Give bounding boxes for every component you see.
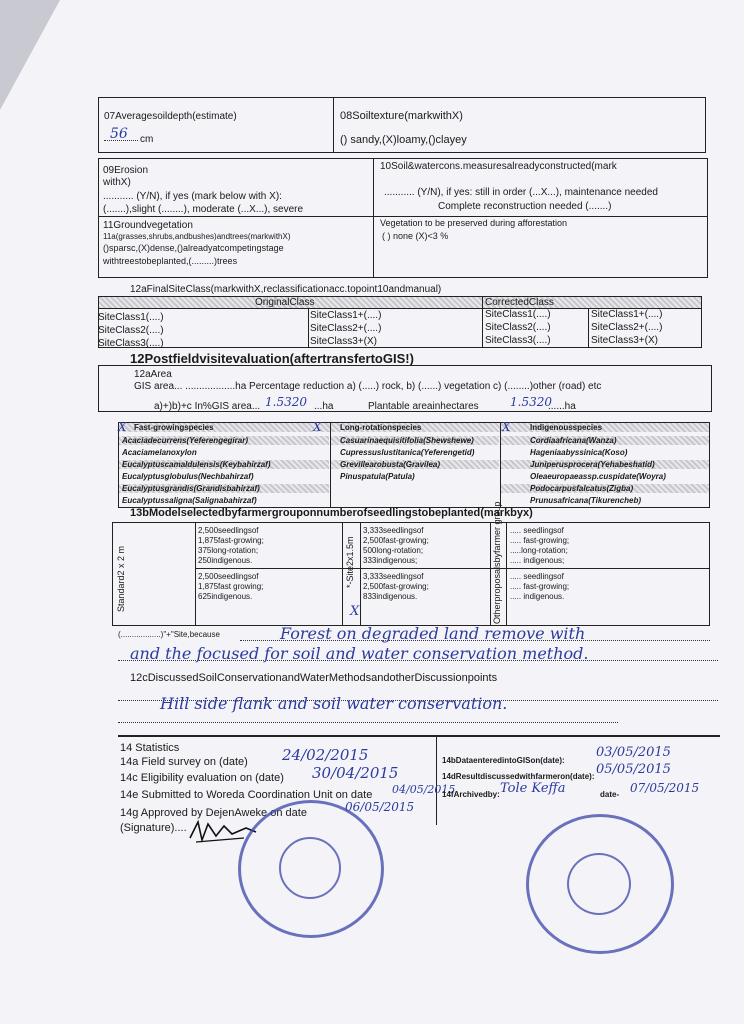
erosion-label: 09Erosion	[103, 165, 149, 176]
species-item: Eucalyptussaligna(Salignabahirzaf)	[122, 496, 257, 505]
species-item: Eucalyptuscamaldulensis(Keybahirzaf)	[122, 460, 271, 469]
model-cell-line: 1,875fast growing;	[198, 582, 264, 591]
soil-water-cons-line-2: Complete reconstruction needed (.......)	[438, 201, 612, 212]
erosion-line-1: ........... (Y/N), if yes (mark below with X):	[103, 191, 282, 202]
model-cell-line: 2,500fast-growing;	[363, 582, 429, 591]
standard-label: Standard2 x 2 m	[116, 545, 126, 612]
soil-depth-unit: cm	[140, 134, 154, 145]
model-cell-line: ..... fast-growing;	[510, 536, 570, 545]
species-item: Acaciadecurrens(Yeferengegirar)	[122, 436, 248, 445]
model-cell-line: ..... fast-growing;	[510, 582, 570, 591]
species-item: Oleaeuropaeassp.cuspidate(Woyra)	[530, 472, 666, 481]
model-cell-line: 3,333seedlingsof	[363, 572, 424, 581]
soil-water-cons-label: 10Soil&watercons.measuresalreadyconstructed(mark	[380, 161, 617, 172]
gis-entered-date: 03/05/2015	[596, 745, 671, 760]
site-class-cell: SiteClass3+(X)	[310, 336, 377, 347]
eligibility-label: 14c Eligibility evaluation on (date)	[120, 772, 284, 784]
species-item: Eucalyptusglobulus(Nechbahirzaf)	[122, 472, 254, 481]
result-discussed-date: 05/05/2015	[596, 762, 671, 777]
model-cell-line: 833indigenous.	[363, 592, 418, 601]
area-label: 12aArea	[134, 369, 172, 380]
site-because-handwriting: Forest on degraded land remove with	[280, 624, 586, 643]
archived-date: 07/05/2015	[630, 781, 700, 795]
plantable-area-label: Plantable areainhectares	[368, 401, 479, 412]
site-class-cell: SiteClass3(....)	[98, 338, 164, 349]
gis-area-unit: ...ha	[314, 401, 334, 412]
official-stamp-right	[526, 814, 674, 954]
gis-entered-label: 14bDataenteredintoGISon(date):	[442, 756, 565, 765]
species-mark: X	[118, 420, 127, 434]
official-stamp-left	[238, 800, 384, 938]
soil-depth-label: 07Averagesoildepth(estimate)	[104, 111, 237, 122]
gis-area-percent-value: 1.5320	[265, 395, 307, 409]
site-class-cell: SiteClass3+(X)	[591, 335, 658, 346]
soil-texture-options: () sandy,(X)loamy,()clayey	[340, 134, 467, 146]
site-class-cell: SiteClass2(....)	[98, 325, 164, 336]
soil-depth-value: 56	[110, 126, 128, 142]
approved-by-label: 14g Approved by DejenAweke on date	[120, 807, 307, 819]
ground-vegetation-label: 11Groundvegetation	[103, 220, 193, 231]
model-cell-line: 625indigenous.	[198, 592, 253, 601]
archived-date-label: date-	[600, 790, 620, 799]
statistics-title: 14 Statistics	[120, 742, 180, 754]
vegetation-preserved-value: ( ) none (X)<3 %	[382, 231, 449, 241]
submitted-woreda-date: 04/05/2015	[392, 783, 456, 796]
site-class-cell: SiteClass1+(....)	[591, 309, 663, 320]
field-survey-label: 14a Field survey on (date)	[120, 756, 248, 768]
model-cell-line: .....long-rotation;	[510, 546, 568, 555]
model-cell-line: 1,875fast-growing;	[198, 536, 264, 545]
model-cell-line: ..... seedlingsof	[510, 572, 564, 581]
species-item: Prunusafricana(Tikurencheb)	[530, 496, 641, 505]
model-cell-line: ..... indigenous.	[510, 592, 565, 601]
indigenous-header: Indigenousspecies	[530, 423, 603, 432]
species-item: Acaciamelanoxylon	[122, 448, 197, 457]
erosion-label-2: withX)	[103, 177, 131, 188]
model-selected-mark: X	[350, 604, 360, 619]
vegetation-preserved-label: Vegetation to be preserved during afforestation	[380, 218, 567, 228]
final-site-class-label: 12aFinalSiteClass(markwithX,reclassificationacc.topoint10andmanual)	[130, 284, 442, 295]
other-proposals-label: Otherproposalsbyfarmer group	[492, 501, 502, 624]
site-class-cell: SiteClass1(....)	[98, 312, 164, 323]
submitted-woreda-label: 14e Submitted to Woreda Coordination Unit on date	[120, 789, 373, 801]
discussed-handwriting: Hill side flank and soil water conservation.	[160, 694, 508, 713]
ground-vegetation-line-2: ()sparsc,(X)dense,()alreadyatcompetingstage	[103, 243, 284, 253]
gis-area-line: GIS area... ..................ha Percentage reduction a) (.....) rock, b) (......) vegetation c) (........)other (road) etc	[134, 381, 602, 392]
site-class-cell: SiteClass2(....)	[485, 322, 551, 333]
erosion-line-2: (.......),slight (........), moderate (...X...), severe	[103, 204, 304, 215]
fast-growing-header: Fast-growingspecies	[134, 423, 214, 432]
eligibility-date: 30/04/2015	[312, 764, 399, 782]
post-field-title: 12Postfieldvisitevaluation(aftertransfertoGIS!)	[130, 351, 414, 366]
species-item: Eucalyptusgrandis(Grandisbahirzaf)	[122, 484, 260, 493]
ground-vegetation-line-3: withtreestobeplanted,(.........)trees	[103, 256, 238, 266]
corrected-class-header: CorrectedClass	[485, 297, 554, 308]
site-class-cell: SiteClass2+(....)	[591, 322, 663, 333]
model-cell-line: 333indigenous;	[363, 556, 418, 565]
field-survey-date: 24/02/2015	[282, 746, 369, 764]
species-item: Juniperusprocera(Yehabeshatid)	[530, 460, 655, 469]
discussed-title: 12cDiscussedSoilConservationandWaterMethodsandotherDiscussionpoints	[130, 672, 498, 684]
approved-date: 06/05/2015	[345, 800, 415, 814]
species-item: Podocarpusfalcatus(Zigba)	[530, 484, 634, 493]
species-mark: X	[313, 420, 322, 434]
ground-vegetation-line-1: 11a(grasses,shrubs,andbushes)andtrees(markwithX)	[103, 232, 291, 241]
species-item: Grevillearobusta(Gravilea)	[340, 460, 441, 469]
model-cell-line: 500long-rotation;	[363, 546, 424, 555]
model-cell-line: 3,333seedlingsof	[363, 526, 424, 535]
long-rotation-header: Long-rotationspecies	[340, 423, 422, 432]
model-cell-line: ..... seedlingsof	[510, 526, 564, 535]
plantable-area-value: 1.5320	[510, 395, 552, 409]
species-mark: X	[502, 420, 511, 434]
gis-area-percent-label: a)+)b)+c In%GIS area...	[154, 401, 261, 412]
plantable-area-unit: ......ha	[548, 401, 576, 412]
page-fold-shadow	[0, 0, 60, 110]
species-item: Pinuspatula(Patula)	[340, 472, 415, 481]
original-class-header: OriginalClass	[255, 297, 315, 308]
archived-by-name: Tole Keffa	[500, 781, 566, 796]
model-selected-title: 13bModelselectedbyfarmergrouponnumberofseedlingstobeplanted(markbyx)	[130, 507, 533, 519]
model-cell-line: 2,500seedlingsof	[198, 572, 259, 581]
model-cell-line: 2,500seedlingsof	[198, 526, 259, 535]
species-item: Cordiaafricana(Wanza)	[530, 436, 617, 445]
site-class-cell: SiteClass1+(....)	[310, 310, 382, 321]
signature-label: (Signature)....	[120, 822, 187, 834]
site-class-cell: SiteClass1(....)	[485, 309, 551, 320]
site-class-cell: SiteClass3(....)	[485, 335, 551, 346]
species-item: Cupressuslustitanica(Yeferengetid)	[340, 448, 475, 457]
site-because-handwriting-2: and the focused for soil and water conservation method.	[130, 644, 589, 663]
soil-texture-label: 08Soiltexture(markwithX)	[340, 110, 463, 122]
result-discussed-label: 14dResultdiscussedwithfarmeron(date):	[442, 772, 595, 781]
site-because-label: (..................)"+"Site,because	[118, 630, 220, 639]
model-cell-line: 375long-rotation;	[198, 546, 259, 555]
site-class-cell: SiteClass2+(....)	[310, 323, 382, 334]
model-cell-line: ..... indigenous;	[510, 556, 565, 565]
model-cell-line: 2,500fast-growing;	[363, 536, 429, 545]
species-item: Casuarinaequisitifolia(Shewshewe)	[340, 436, 474, 445]
species-item: Hageniaabyssinica(Koso)	[530, 448, 628, 457]
archived-by-label: 14fArchivedby:	[442, 790, 500, 799]
soil-water-cons-line-1: ........... (Y/N), if yes: still in order (...X...), maintenance needed	[384, 187, 658, 198]
site-spacing-label: *-Site2x1.5m	[345, 536, 355, 588]
model-cell-line: 250indigenous.	[198, 556, 253, 565]
